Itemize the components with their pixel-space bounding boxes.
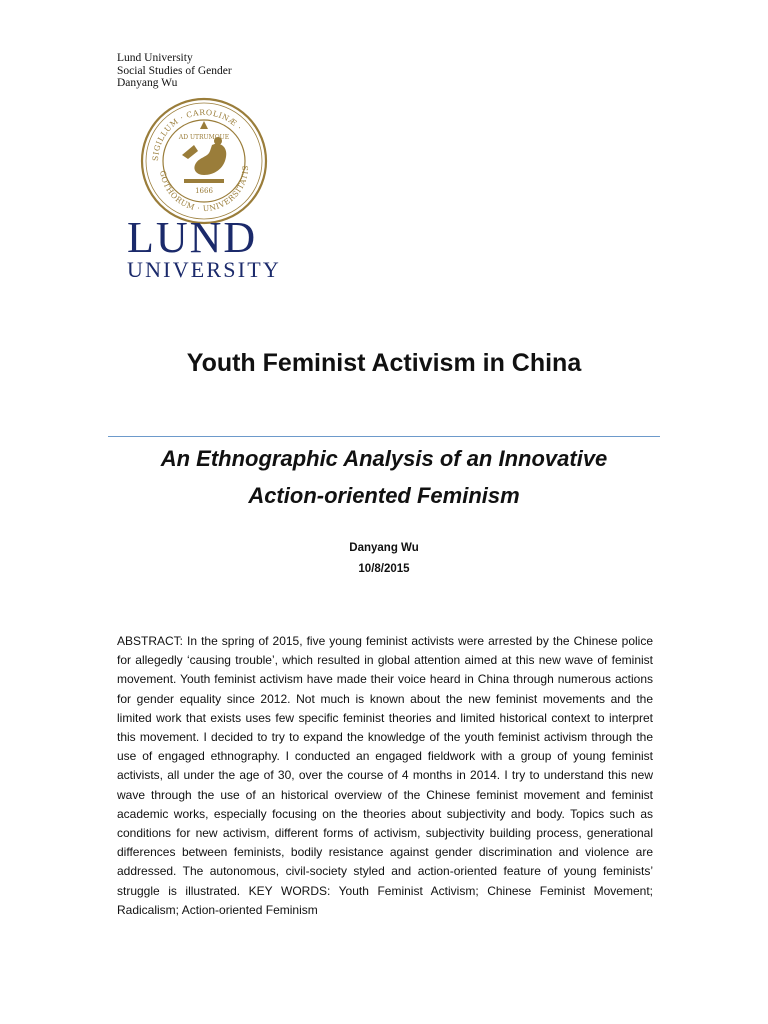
title-divider: [108, 436, 660, 437]
seal-ring-text-bottom: GOTHORUM · UNIVERSITATIS: [158, 164, 251, 214]
header-author: Danyang Wu: [117, 77, 178, 89]
byline-date: 10/8/2015: [358, 563, 410, 575]
byline-author: Danyang Wu: [349, 542, 419, 554]
byline: [0, 538, 768, 580]
seal-ring-text: SIGILLUM · CAROLINÆ ·: [150, 107, 244, 162]
abstract-paragraph: ABSTRACT: In the spring of 2015, five young feminist activists were arrested by the Chinese police for allegedly ‘causing trouble’, which resulted in global attention aimed at this new wave of feminist movement. Youth feminist activism have made their voice heard in China through numerous actions for gender equality since 2012. Not much is known about the new feminist movements and the limited work that exists uses few specific feminist theories and limited historical context to interpret this movement. I decided to try to expand the knowledge of the youth feminist activism through the use of engaged ethnography. I conducted an engaged fieldwork with a group of young feminist activists, all under the age of 30, over the course of 4 months in 2014. I try to understand this new wave through the use of an historical overview of the Chinese feminist movement and feminist academic works, especially focusing on the theories about subjectivity and body. Topics such as conditions for new activism, different forms of activism, subjectivity building process, generational differences between feminists, bodily resistance against gender discrimination and violence are addressed. The autonomous, civil-society styled and action-oriented feature of young feminists’ struggle is illustrated. KEY WORDS: Youth Feminist Activism; Chinese Feminist Movement; Radicalism; Action-oriented Feminism: [117, 634, 653, 917]
logo-wordmark-university: UNIVERSITY: [127, 257, 281, 282]
seal-year: 1666: [195, 187, 213, 195]
document-header: [117, 52, 232, 90]
seal-motto: AD UTRUMQUE: [178, 134, 230, 141]
university-seal-icon: [138, 95, 270, 227]
document-subtitle: [0, 440, 768, 514]
logo-wordmark-lund: LUND: [127, 213, 258, 262]
subtitle-line-2: Action-oriented Feminism: [248, 483, 520, 508]
header-institution: Lund University: [117, 52, 193, 64]
lund-university-logo: [115, 95, 295, 290]
document-title: Youth Feminist Activism in China: [186, 349, 582, 377]
subtitle-line-1: An Ethnographic Analysis of an Innovative: [160, 446, 608, 471]
header-department: Social Studies of Gender: [117, 64, 232, 77]
